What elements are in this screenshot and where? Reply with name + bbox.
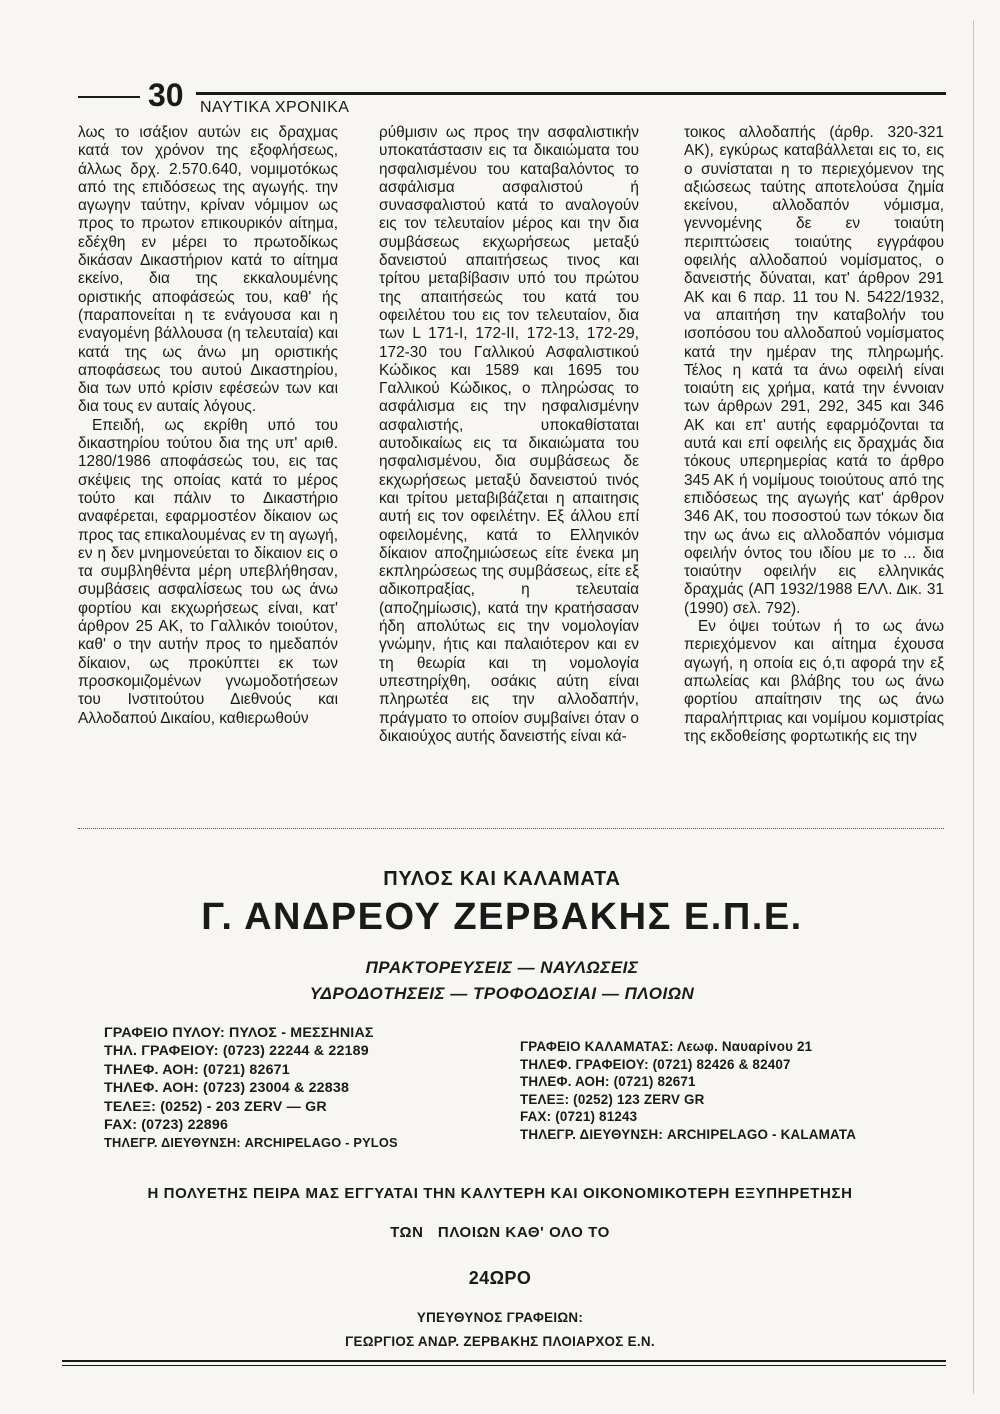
ad-slogan-line-2: ΤΩΝ ΠΛΟΙΩΝ ΚΑΘ' ΟΛΟ ΤΟ (390, 1224, 610, 1241)
contact-line: ΤΕΛΕΞ: (0252) 123 ZERV GR (520, 1091, 705, 1107)
contact-line: ΤΗΛΕΦ. ΑΟΗ: (0723) 23004 & 22838 (104, 1080, 350, 1097)
contact-line: FAX: (0721) 81243 (520, 1109, 638, 1125)
contact-line: ΤΗΛ. ΓΡΑΦΕΙΟΥ: (0723) 22244 & 22189 (104, 1043, 369, 1060)
ad-slogan-line-3: 24ΩΡΟ (468, 1268, 532, 1288)
article-paragraph: λως το ισάξιον αυτών εις δραχμας κατά τον χρόνον της εξοφλήσεως, άλλως δρχ. 2.570.640, νομιμοτόκως από της επιδόσεως της αγωγής. την αγωγην ταύτην, κρίναν νόμιμον ως προς το πρωτον επικουρικόν αίτημα, εδέχθη εν μέρει το πρωτοδίκως δικάσαν Δικαστήριον κατά το αίτημα εκείνο, δια της εκκαλουμένης οριστικής αποφάσεώς του, καθ' ής (παραπονείται η τε ενάγουσα και η εναγομένη βάλλουσα (η τελευταία) και κατά της ως άνω μη οριστικής αποφάσεως του αυτού Δικαστηρίου, δια των υπό κρίσιν εφέσεών των και δια τους εν αυταίς λόγους. (78, 124, 338, 416)
ad-services-line-2: ΥΔΡΟΔΟΤΗΣΕΙΣ — ΤΡΟΦΟΔΟΣΙΑΙ — ΠΛΟΙΩΝ (309, 984, 695, 1003)
footer-rule-thin (62, 1365, 946, 1366)
contact-line: ΓΡΑΦΕΙΟ ΠΥΛΟΥ: ΠΥΛΟΣ - ΜΕΣΣΗΝΙΑΣ (104, 1025, 374, 1041)
article-body (78, 124, 944, 824)
pylos-office-contacts (104, 1024, 474, 1153)
ad-cities: ΠΥΛΟΣ ΚΑΙ ΚΑΛΑΜΑΤΑ (383, 868, 621, 890)
ad-manager-title: ΥΠΕΥΘΥΝΟΣ ΓΡΑΦΕΙΩΝ: (416, 1310, 584, 1325)
journal-title: ΝΑΥΤΙΚΑ ΧΡΟΝΙΚΑ (200, 99, 350, 116)
footer-rule-thick (62, 1360, 946, 1362)
article-paragraph: Εν όψει τούτων ή το ως άνω περιεχόμενον και αίτημα έχουσα αγωγή, η οποία εις ό,τι αφορά την εξ απωλείας και βλάβης του ως άνω φορτίου απαίτησιν της ως άνω παραλήπτριας και νομίμου κομιστρίας της εκδοθείσης φορτωτικής εις την (684, 618, 944, 745)
contact-line: ΤΗΛΕΦ. ΑΟΗ: (0721) 82671 (520, 1074, 696, 1090)
ad-manager-name: ΓΕΩΡΓΙΟΣ ΑΝΔΡ. ΖΕΡΒΑΚΗΣ ΠΛΟΙΑΡΧΟΣ Ε.Ν. (345, 1334, 655, 1349)
contact-line: ΤΗΛΕΓΡ. ΔΙΕΥΘΥΝΣΗ: ARCHIPELAGO - KALAMATA (520, 1126, 857, 1142)
contact-line: FAX: (0723) 22896 (104, 1117, 229, 1134)
article-column-1 (78, 124, 338, 728)
article-end-divider (78, 828, 944, 829)
header-rule-right (196, 92, 946, 95)
page-edge-shadow (973, 20, 974, 1394)
page-header (78, 78, 946, 118)
header-rule-left (78, 96, 140, 98)
contact-line: ΤΗΛΕΦ. ΑΟΗ: (0721) 82671 (104, 1061, 290, 1078)
ad-company-name: Γ. ΑΝΔΡΕΟΥ ΖΕΡΒΑΚΗΣ Ε.Π.Ε. (201, 896, 803, 938)
ad-slogan-line-1: Η ΠΟΛΥΕΤΗΣ ΠΕΙΡΑ ΜΑΣ ΕΓΓΥΑΤΑΙ ΤΗΝ ΚΑΛΥΤΕΡΗ ΚΑΙ ΟΙΚΟΝΟΜΙΚΟΤΕΡΗ ΕΞΥΠΗΡΕΤΗΣΗ (147, 1185, 853, 1202)
article-column-3 (684, 124, 944, 746)
article-paragraph: Επειδή, ως εκρίθη υπό του δικαστηρίου τούτου δια της υπ' αριθ. 1280/1986 αποφάσεώς του, εις τας σκέψεις της οποίας κατά το μέρος τούτο και πάλιν το Δικαστήριο αναφέρεται, εφαρμοστέον δίκαιον ως προς τας επικαλουμένας εν τη αγωγή, εν η δεν μνημονεύεται το δίκαιον εις ο τα συμβληθέντα μέρη υπεβλήθησαν, συμβάσεις ασφαλίσεως του ως άνω φορτίου και εκχωρήσεως είναι, κατ' άρθρον 25 ΑΚ, το Γαλλικόν τοιούτον, καθ' ο την αυτήν προς το ημεδαπόν δίκαιον, ως προκύπτει εκ των προσκομιζομένων γνωμοδοτήσεων του Ινστιτούτου Διεθνούς και Αλλοδαπού Δικαίου, καθιερωθούν (78, 416, 338, 727)
contact-line: ΓΡΑΦΕΙΟ ΚΑΛΑΜΑΤΑΣ: Λεωφ. Ναυαρίνου 21 (520, 1039, 813, 1054)
contact-line: ΤΕΛΕΞ: (0252) - 203 ZERV — GR (104, 1098, 327, 1115)
article-paragraph: τοικος αλλοδαπής (άρθρ. 320-321 ΑΚ), εγκύρως καταβάλλεται εις το, εις ο συνίσταται η το περιεχόμενον της αξιώσεως ταύτης αποτελούσα ζημία εκείνου, αλλοδαπόν νόμισμα, γεννομένης δε εν τοιαύτη περιπτώσεις τοιαύτης εγγράφου οφειλής αλλοδαπού νομίσματος, ο δανειστής δύναται, κατ' άρθρον 291 ΑΚ και 6 παρ. 11 του Ν. 5422/1932, να απαιτήση την καταβολήν του ισοπόσου του αλλοδαπού νομίσματος κατά την ημέραν της πληρωμής. Τέλος η κατά τα άνω οφειλή είναι τοιαύτη εις χρήμα, κατά την έννοιαν των άρθρων 291, 292, 345 και 346 ΑΚ και επ' αυτής εφαρμόζονται τα αυτά και επί οφειλής εις δραχμάς δια τόκους υπερημερίας κατά το άρθρο 345 ΑΚ ή νομίμους τοιούτους από της επιδόσεως της αγωγής κατ' άρθρον 346 ΑΚ, του ποσοστού των τόκων δια την ως άνω εις αλλοδαπόν νόμισμα οφειλήν όντος του ιδίου με το ... δια τοιαύτην οφειλήν εις ελληνικάς δραχμάς (ΑΠ 1932/1988 ΕΛΛ. Δικ. 31 (1990) σελ. 792). (684, 124, 944, 617)
article-paragraph: ρύθμισιν ως προς την ασφαλιστικήν υποκατάστασιν εις τα δικαιώματα του ησφαλισμένου του καταβαλόντος το ασφάλισμα ασφαλιστού ή συνασφαλιστού κατά το αναλογούν εις τον τελευταίον μέρος και την δια συμβάσεως εκχωρήσεως μεταξύ δανειστού απαιτήσεως τινος και τρίτου μεταβίβασιν υπό του πρώτου της απαιτήσεώς του κατά του οφειλέτου του εις τον τελευταίον, δια των L 171-I, 172-II, 172-13, 172-29, 172-30 του Γαλλικού Ασφαλιστικού Κώδικος και 1589 και 1695 του Γαλλικού Κώδικος, ο πληρώσας το ασφάλισμα εις την ησφαλισμένην ασφαλιστής, υποκαθίσταται αυτοδικαίως εις τα δικαιώματα του ησφαλισμένου, δια συμβάσεως δε εκχωρήσεως μεταξύ δανειστού τινός και τρίτου μεταβιβάζεται η απαιτησις αυτή εις τον οφειλέτην. Εξ άλλου επί οφειλομένης, κατά το Ελληνικόν δίκαιον αποζημιώσεως είτε ένεκα μη εκπληρώσεως της συμβάσεως, είτε εξ αδικοπραξίας, η τελευταία (αποζημίωσις), κατά την κρατήσασαν ήδη απολύτως εις την νομολογίαν γνώμην, ήτις και παλαιότερον και εν τη θεωρία και τη νομολογία υπεστηρίχθη, οσάκις αύτη είναι πληρωτέα εις την αλλοδαπήν, πράγματο το οποίον συμβαίνει όταν ο δικαιούχος αυτής δανειστής είναι κά- (379, 124, 639, 745)
article-column-2 (379, 124, 639, 746)
page-number: 30 (148, 77, 184, 113)
contact-line: ΤΗΛΕΦ. ΓΡΑΦΕΙΟΥ: (0721) 82426 & 82407 (520, 1056, 791, 1072)
ad-services-line-1: ΠΡΑΚΤΟΡΕΥΣΕΙΣ — ΝΑΥΛΩΣΕΙΣ (365, 958, 639, 977)
contact-line: ΤΗΛΕΓΡ. ΔΙΕΥΘΥΝΣΗ: ARCHIPELAGO - PYLOS (104, 1135, 398, 1151)
kalamata-office-contacts (520, 1038, 920, 1144)
